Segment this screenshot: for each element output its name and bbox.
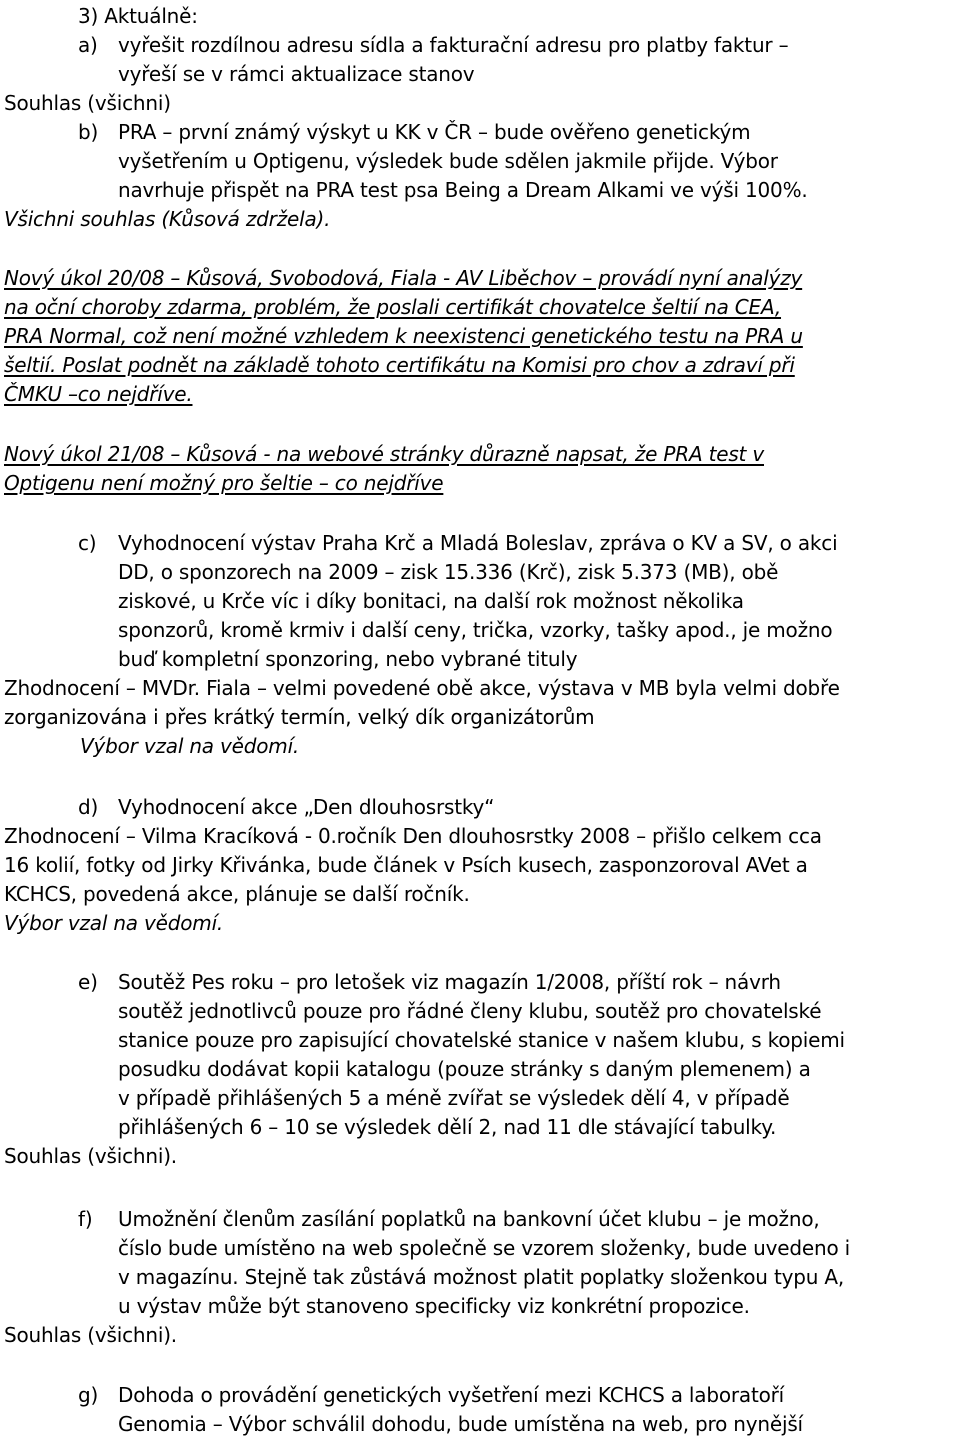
item-b-line: navrhuje přispět na PRA test psa Being a Dream Alkami ve výši 100%. (118, 178, 808, 202)
item-a-line: vyřeší se v rámci aktualizace stanov (118, 62, 475, 86)
item-c-line: ziskové, u Krče víc i díky bonitaci, na další rok možnost několika (118, 589, 744, 613)
task-21-line: Optigenu není možný pro šeltie – co nejdříve (4, 471, 444, 495)
task-21-line: Nový úkol 21/08 – Kůsová - na webové stránky důrazně napsat, že PRA test v (4, 442, 764, 466)
item-d-evaluation: KCHCS, povedená akce, plánuje se další ročník. (4, 882, 470, 906)
task-20-line: Nový úkol 20/08 – Kůsová, Svobodová, Fiala - AV Liběchov – provádí nyní analýzy (4, 266, 803, 290)
item-d-evaluation: 16 kolií, fotky od Jirky Křivánka, bude článek v Psích kusech, zasponzoroval AVet a (4, 853, 808, 877)
item-b-label: b) (78, 120, 99, 144)
item-d-label: d) (78, 795, 99, 819)
item-c-line: sponzorů, kromě krmiv i další ceny, trička, vzorky, tašky apod., je možno (118, 618, 833, 642)
item-e-line: přihlášených 6 – 10 se výsledek dělí 2, nad 11 dle stávající tabulky. (118, 1115, 777, 1139)
item-b-line: vyšetřením u Optigenu, výsledek bude sdělen jakmile přijde. Výbor (118, 149, 778, 173)
item-f-line: u výstav může být stanoveno specificky viz konkrétní propozice. (118, 1294, 750, 1318)
item-e-line: v případě přihlášených 5 a méně zvířat se výsledek dělí 4, v případě (118, 1086, 790, 1110)
item-f-result: Souhlas (všichni). (4, 1323, 177, 1347)
task-20-line: šeltií. Poslat podnět na základě tohoto certifikátu na Komisi pro chov a zdraví při (4, 353, 795, 377)
item-a-result: Souhlas (všichni) (4, 91, 171, 115)
item-e-result: Souhlas (všichni). (4, 1144, 177, 1168)
item-c-result: Výbor vzal na vědomí. (80, 734, 300, 758)
item-f-line: číslo bude umístěno na web společně se vzorem složenky, bude uvedeno i (118, 1236, 851, 1260)
item-f-line: Umožnění členům zasílání poplatků na bankovní účet klubu – je možno, (118, 1207, 820, 1231)
task-20-line: PRA Normal, což není možné vzhledem k neexistenci genetického testu na PRA u (4, 324, 803, 348)
item-c-line: DD, o sponzorech na 2009 – zisk 15.336 (Krč), zisk 5.373 (MB), obě (118, 560, 779, 584)
item-c-line: buď kompletní sponzoring, nebo vybrané tituly (118, 647, 578, 671)
item-d-result: Výbor vzal na vědomí. (4, 911, 224, 935)
item-c-line: Vyhodnocení výstav Praha Krč a Mladá Boleslav, zpráva o KV a SV, o akci (118, 531, 838, 555)
item-e-label: e) (78, 970, 98, 994)
item-b-result: Všichni souhlas (Kůsová zdržela). (4, 207, 331, 231)
item-g-line: Genomia – Výbor schválil dohodu, bude umístěna na web, pro nynější (118, 1412, 803, 1436)
task-20-line: na oční choroby zdarma, problém, že poslali certifikát chovatelce šeltií na CEA, (4, 295, 782, 319)
item-f-line: v magazínu. Stejně tak zůstává možnost platit poplatky složenkou typu A, (118, 1265, 844, 1289)
item-f-label: f) (78, 1207, 93, 1231)
section-heading: 3) Aktuálně: (78, 4, 198, 28)
item-e-line: Soutěž Pes roku – pro letošek viz magazín 1/2008, příští rok – návrh (118, 970, 781, 994)
item-c-evaluation: Zhodnocení – MVDr. Fiala – velmi povedené obě akce, výstava v MB byla velmi dobře (4, 676, 840, 700)
task-20-line: ČMKU –co nejdříve. (4, 382, 193, 406)
item-c-label: c) (78, 531, 97, 555)
item-e-line: soutěž jednotlivců pouze pro řádné členy klubu, soutěž pro chovatelské (118, 999, 822, 1023)
item-c-evaluation: zorganizována i přes krátký termín, velký dík organizátorům (4, 705, 595, 729)
item-a-line: vyřešit rozdílnou adresu sídla a fakturační adresu pro platby faktur – (118, 33, 789, 57)
item-e-line: stanice pouze pro zapisující chovatelské stanice v našem klubu, s kopiemi (118, 1028, 845, 1052)
item-b-line: PRA – první známý výskyt u KK v ČR – bude ověřeno genetickým (118, 120, 751, 144)
item-g-line: Dohoda o provádění genetických vyšetření mezi KCHCS a laboratoří (118, 1383, 785, 1407)
item-g-label: g) (78, 1383, 99, 1407)
item-d-evaluation: Zhodnocení – Vilma Kracíková - 0.ročník Den dlouhosrstky 2008 – přišlo celkem cca (4, 824, 822, 848)
item-e-line: posudku dodávat kopii katalogu (pouze stránky s daným plemenem) a (118, 1057, 811, 1081)
item-a-label: a) (78, 33, 98, 57)
item-d-line: Vyhodnocení akce „Den dlouhosrstky“ (118, 795, 495, 819)
